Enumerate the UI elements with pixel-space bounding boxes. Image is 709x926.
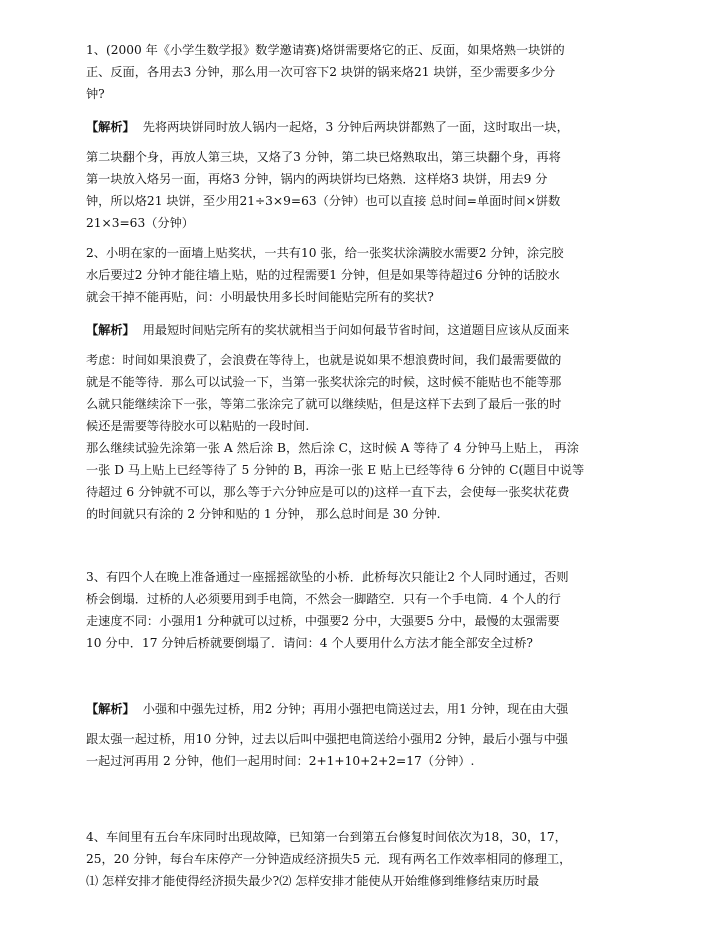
question-3 [86,566,616,654]
answer-2-line: 的时间就只有涂的 2 分钟和贴的 1 分钟， 那么总时间是 30 分钟. [86,507,441,521]
answer-3-text: 小强和中强先过桥，用2 分钟；再用小强把电筒送过去，用1 分钟，现在由大强 [142,702,569,716]
answer-2 [86,319,616,525]
question-3-line: 3、有四个人在晚上准备通过一座摇摇欲坠的小桥．此桥每次只能让2 个人同时通过，否则 [86,570,569,584]
question-4-line: 25，20 分钟，每台车床停产一分钟造成经济损失5 元．现有两名工作效率相同的修理工， [86,852,572,866]
question-2-line: 就会干掉不能再贴，问：小明最快用多长时间能贴完所有的奖状? [86,290,434,304]
answer-1-line: 21×3=63（分钟） [86,216,194,230]
answer-1-text: 先将两块饼同时放人锅内一起烙，3 分钟后两块饼都熟了一面，这时取出一块， [142,120,569,134]
analysis-tag: 【解析】 [86,702,135,716]
answer-2-line: 待超过 6 分钟就不可以，那么等于六分钟应是可以的)这样一直下去，会使每一张奖状花费 [86,485,570,499]
answer-1-line: 第二块翻个身，再放人第三块，又烙了3 分钟，第二块已烙熟取出，第三块翻个身，再将 [86,150,561,164]
question-3-line: 走速度不同：小强用1 分种就可以过桥，中强要2 分中，大强要5 分中，最慢的太强需要 [86,614,560,628]
answer-2-line: 就是不能等待．那么可以试验一下，当第一张奖状涂完的时候，这时候不能贴也不能等那 [86,375,562,389]
answer-1-first-line [86,116,616,138]
question-1-line: 钟? [86,87,105,101]
answer-1-line: 钟，所以烙21 块饼，至少用21÷3×9=63（分钟）也可以直接 总时间=单面时间×饼数 [86,194,561,208]
answer-2-line: 候还是需要等待胶水可以粘贴的一段时间. [86,419,310,433]
answer-2-line: 一张 D 马上贴上已经等待了 5 分钟的 B，再涂一张 E 贴上已经等待 6 分钟的 C(题目中说等 [86,463,585,477]
answer-3-first-line [86,698,616,720]
answer-2-first-line [86,319,616,341]
answer-2-line: 么就只能继续涂下一张，等第二张涂完了就可以继续贴，但是这样下去到了最后一张的时 [86,397,562,411]
analysis-tag: 【解析】 [86,323,135,337]
analysis-tag: 【解析】 [86,120,135,134]
question-4-line: ⑴ 怎样安排才能使得经济损失最少?⑵ 怎样安排才能使从开始维修到维修结束历时最 [86,874,540,888]
question-4-line: 4、车间里有五台车床同时出现故障，已知第一台到第五台修复时间依次为18，30，17， [86,830,567,844]
question-4 [86,826,616,892]
question-1-line: 1、(2000 年《小学生数学报》数学邀请赛)烙饼需要烙它的正、反面，如果烙熟一块饼的 [86,43,565,57]
question-3-line: 10 分中．17 分钟后桥就要倒塌了．请问：4 个人要用什么方法才能全部安全过桥? [86,636,533,650]
answer-1 [86,116,616,234]
answer-2-line: 那么继续试验先涂第一张 A 然后涂 B，然后涂 C，这时候 A 等待了 4 分钟马上贴上， 再涂 [86,441,579,455]
answer-3-line: 一起过河再用 2 分钟，他们一起用时间：2+1+10+2+2=17（分钟）. [86,754,475,768]
question-1-line: 正、反面，各用去3 分钟，那么用一次可容下2 块饼的锅来烙21 块饼，至少需要多少分 [86,65,556,79]
question-2-line: 水后要过2 分钟才能往墙上贴，贴的过程需要1 分钟，但是如果等待超过6 分钟的话胶水 [86,268,560,282]
answer-2-line: 考虑：时间如果浪费了，会浪费在等待上，也就是说如果不想浪费时间，我们最需要做的 [86,353,562,367]
answer-2-text: 用最短时间贴完所有的奖状就相当于问如何最节省时间，这道题目应该从反面来 [142,323,570,337]
question-3-line: 桥会倒塌．过桥的人必须要用到手电筒，不然会一脚踏空．只有一个手电筒．4 个人的行 [86,592,561,606]
answer-3-line: 跟太强一起过桥，用10 分钟，过去以后叫中强把电筒送给小强用2 分钟，最后小强与中强 [86,732,568,746]
answer-3 [86,698,616,772]
question-2 [86,242,616,308]
question-1 [86,39,616,105]
answer-1-line: 第一块放入烙另一面，再烙3 分钟，锅内的两块饼均已烙熟．这样烙3 块饼，用去9 分 [86,172,548,186]
question-2-line: 2、小明在家的一面墙上贴奖状，一共有10 张，给一张奖状涂满胶水需要2 分钟，涂完胶 [86,246,564,260]
